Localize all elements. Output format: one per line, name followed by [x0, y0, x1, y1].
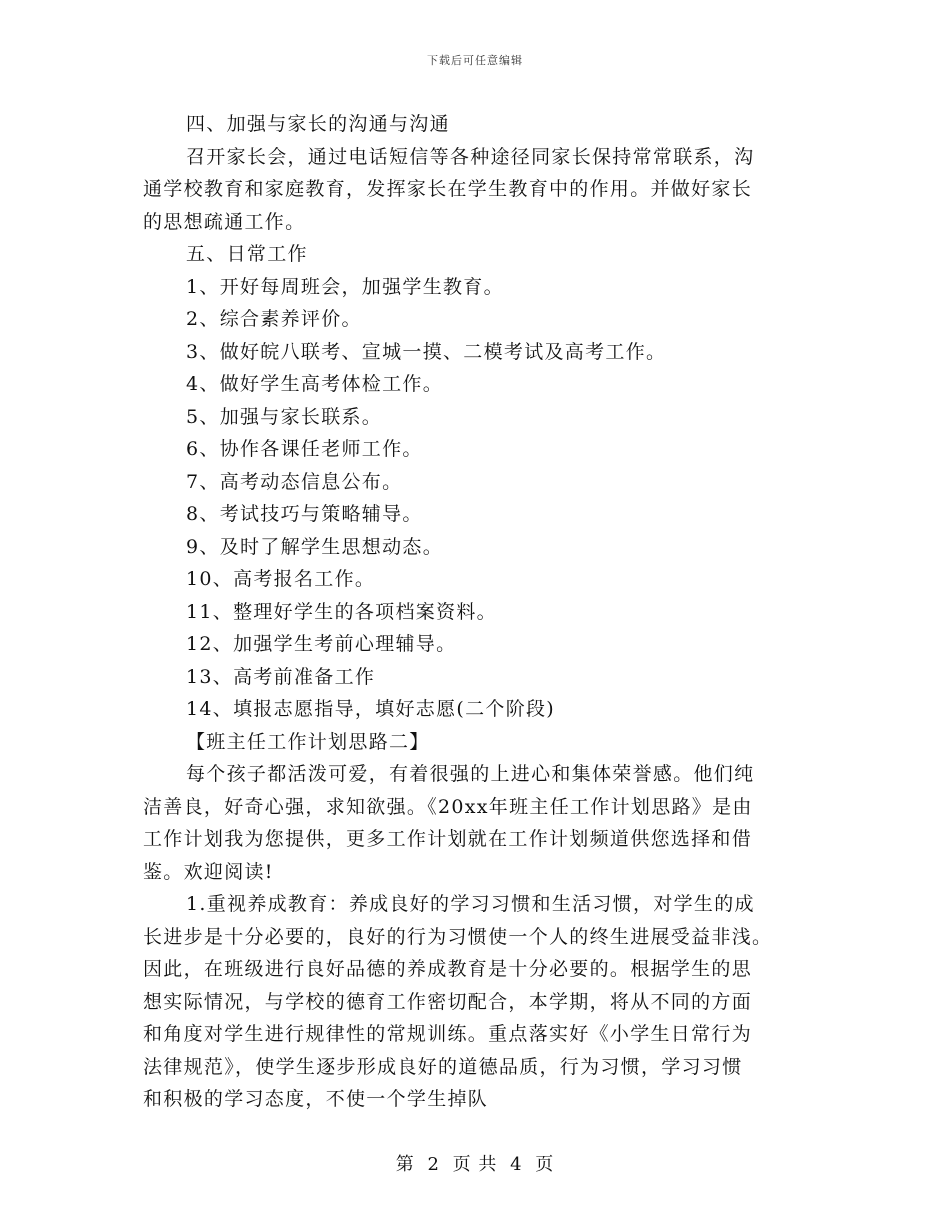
text-line: 因此，在班级进行良好品德的养成教育是十分必要的。根据学生的思	[143, 958, 753, 980]
text-line: 和角度对学生进行规律性的常规训练。重点落实好《小学生日常行为	[143, 1023, 753, 1045]
text-line: 2、综合素养评价。	[186, 308, 362, 330]
text-line: 11、整理好学生的各项档案资料。	[186, 600, 497, 623]
page-footer	[0, 1150, 950, 1176]
text-line: 1.重视养成教育：养成良好的学习习惯和生活习惯，对学生的成	[186, 893, 755, 915]
text-line: 想实际情况，与学校的德育工作密切配合，本学期，将从不同的方面	[143, 990, 753, 1013]
text-line: 通学校教育和家庭教育，发挥家长在学生教育中的作用。并做好家长	[143, 178, 753, 200]
page-header: 下载后可任意编辑	[427, 54, 523, 67]
page-number-prefix: 第	[395, 1154, 415, 1175]
text-line: 鉴。欢迎阅读!	[143, 860, 274, 883]
text-line: 【班主任工作计划思路二】	[186, 730, 430, 753]
text-line: 四、加强与家长的沟通与沟通	[186, 113, 450, 135]
page-total: 4	[510, 1154, 523, 1175]
text-line: 召开家长会，通过电话短信等各种途径同家长保持常常联系，沟	[186, 145, 755, 168]
text-line: 和积极的学习态度，不使一个学生掉队	[143, 1088, 489, 1110]
text-line: 6、协作各课任老师工作。	[186, 438, 423, 460]
text-line: 9、及时了解学生思想动态。	[186, 535, 443, 558]
text-line: 每个孩子都活泼可爱，有着很强的上进心和集体荣誉感。他们纯	[186, 763, 755, 785]
text-line: 5、加强与家长联系。	[186, 405, 383, 428]
text-line: 8、考试技巧与策略辅导。	[186, 503, 423, 525]
text-line: 14、填报志愿指导，填好志愿(二个阶段)	[186, 698, 556, 720]
text-line: 法律规范》，使学生逐步形成良好的道德品质，行为习惯，学习习惯	[143, 1055, 743, 1078]
text-line: 10、高考报名工作。	[186, 568, 376, 590]
text-line: 1、开好每周班会，加强学生教育。	[186, 275, 504, 298]
text-line: 7、高考动态信息公布。	[186, 470, 403, 493]
text-line: 的思想疏通工作。	[143, 210, 306, 233]
text-line: 12、加强学生考前心理辅导。	[186, 633, 457, 655]
page-number-suffix: 页	[535, 1154, 555, 1175]
text-line: 长进步是十分必要的，良好的行为习惯使一个人的终生进展受益非浅。	[143, 925, 773, 948]
text-line: 五、日常工作	[186, 243, 308, 265]
page-number: 2	[427, 1154, 440, 1175]
text-line: 3、做好皖八联考、宣城一摸、二模考试及高考工作。	[186, 340, 667, 363]
page-number-middle: 页 共	[452, 1154, 498, 1175]
document-body	[143, 108, 803, 1116]
text-line: 13、高考前准备工作	[186, 665, 376, 688]
text-line: 工作计划我为您提供，更多工作计划就在工作计划频道供您选择和借	[143, 828, 753, 850]
text-line: 洁善良，好奇心强，求知欲强。《20xx年班主任工作计划思路》是由	[143, 795, 753, 818]
text-line: 4、做好学生高考体检工作。	[186, 373, 443, 395]
